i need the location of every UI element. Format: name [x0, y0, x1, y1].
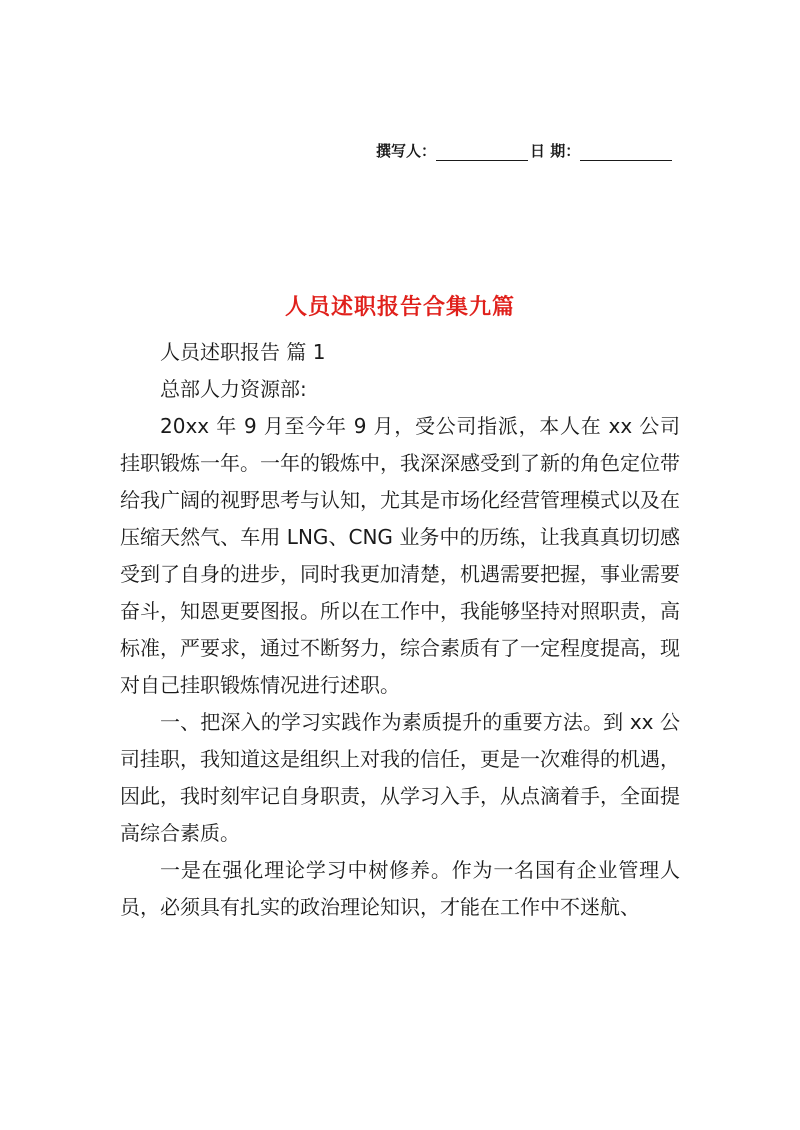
report-subtitle: 人员述职报告 篇 1: [160, 340, 326, 364]
body-paragraph: 20xx 年 9 月至今年 9 月，受公司指派，本人在 xx 公司挂职锻炼一年。一年的锻炼中，我深深感受到了新的角色定位带给我广阔的视野思考与认知，尤其是市场化经营管理模式以及在压缩天然气、车用 LNG、CNG 业务中的历练，让我真真切切感受到了自身的进步，同时我更加清楚，机遇需要把握，事业需要奋斗，知恩更要图报。所以在工作中，我能够坚持对照职责，高标准，严要求，通过不断努力，综合素质有了一定程度提高，现对自己挂职锻炼情况进行述职。: [120, 414, 680, 697]
body-paragraph: 一、把深入的学习实践作为素质提升的重要方法。到 xx 公司挂职，我知道这是组织上对我的信任，更是一次难得的机遇，因此，我时刻牢记自身职责，从学习入手，从点滴着手，全面提高综合素质。: [120, 710, 680, 845]
document-title: 人员述职报告合集九篇: [284, 295, 515, 320]
author-blank-line: [436, 144, 528, 161]
date-blank-line: [580, 144, 672, 161]
author-date-header: [376, 140, 686, 161]
salutation: 总部人力资源部:: [160, 377, 307, 401]
body-paragraph: 一是在强化理论学习中树修养。作为一名国有企业管理人员，必须具有扎实的政治理论知识，才能在工作中不迷航、: [120, 858, 680, 919]
document-body: [120, 334, 680, 926]
date-label: 日 期：: [530, 142, 581, 160]
author-label: 撰写人：: [376, 142, 437, 160]
